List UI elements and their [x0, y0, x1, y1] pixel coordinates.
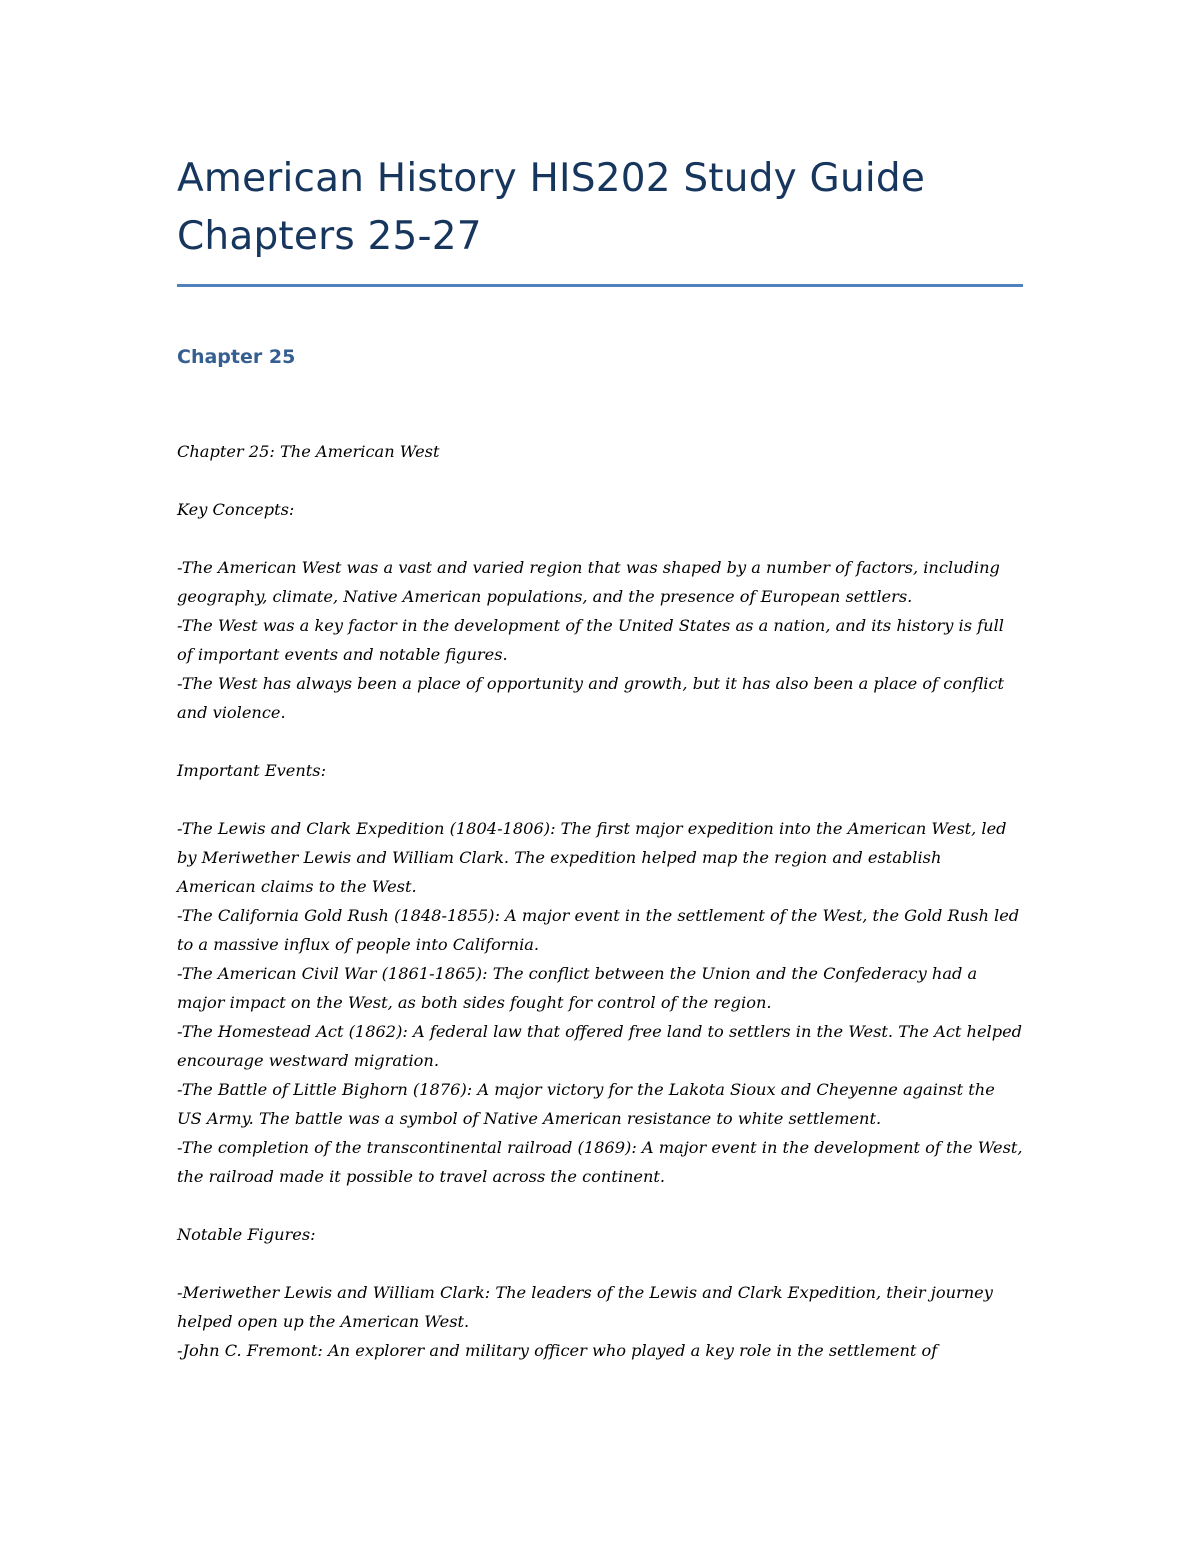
title-line-1: American History HIS202 Study Guide	[177, 156, 926, 201]
section-label-important-events: Important Events:	[177, 761, 327, 780]
list-item: -Meriwether Lewis and William Clark: The leaders of the Lewis and Clark Expedition, their journey helped open up the American West.	[177, 1283, 993, 1331]
section-label-key-concepts: Key Concepts:	[177, 500, 295, 519]
list-item: -The completion of the transcontinental railroad (1869): A major event in the development of the West, the railroad made it possible to travel across the continent.	[177, 1138, 1023, 1186]
title-line-2: Chapters 25-27	[177, 214, 482, 259]
list-item: -The West was a key factor in the development of the United States as a nation, and its history is full of important events and notable figures.	[177, 616, 1004, 664]
section-label-notable-figures: Notable Figures:	[177, 1225, 316, 1244]
list-item: -The American West was a vast and varied region that was shaped by a number of factors, including geography, climate, Native American populations, and the presence of European settlers.	[177, 558, 1000, 606]
chapter-heading: Chapter 25	[177, 346, 296, 368]
body-text	[177, 437, 1023, 1365]
list-item: -The American Civil War (1861-1865): The conflict between the Union and the Confederacy had a major impact on the West, as both sides fought for control of the region.	[177, 964, 978, 1012]
list-item: -The Homestead Act (1862): A federal law that offered free land to settlers in the West. The Act helped encourage westward migration.	[177, 1022, 1023, 1070]
page-content	[177, 150, 1023, 1365]
document-title	[177, 150, 1023, 266]
list-item: -The Lewis and Clark Expedition (1804-1806): The first major expedition into the American West, led by Meriwether Lewis and William Clark. The expedition helped map the region and establish American claims to the West.	[177, 819, 1007, 896]
list-item: -The West has always been a place of opportunity and growth, but it has also been a place of conflict and violence.	[177, 674, 1005, 722]
list-item: -John C. Fremont: An explorer and military officer who played a key role in the settlement of	[177, 1341, 938, 1360]
title-underline-rule	[177, 284, 1023, 287]
list-item: -The California Gold Rush (1848-1855): A major event in the settlement of the West, the Gold Rush led to a massive influx of people into California.	[177, 906, 1020, 954]
list-item: -The Battle of Little Bighorn (1876): A major victory for the Lakota Sioux and Cheyenne against the US Army. The battle was a symbol of Native American resistance to white settlement.	[177, 1080, 995, 1128]
chapter-subtitle: Chapter 25: The American West	[177, 442, 440, 461]
